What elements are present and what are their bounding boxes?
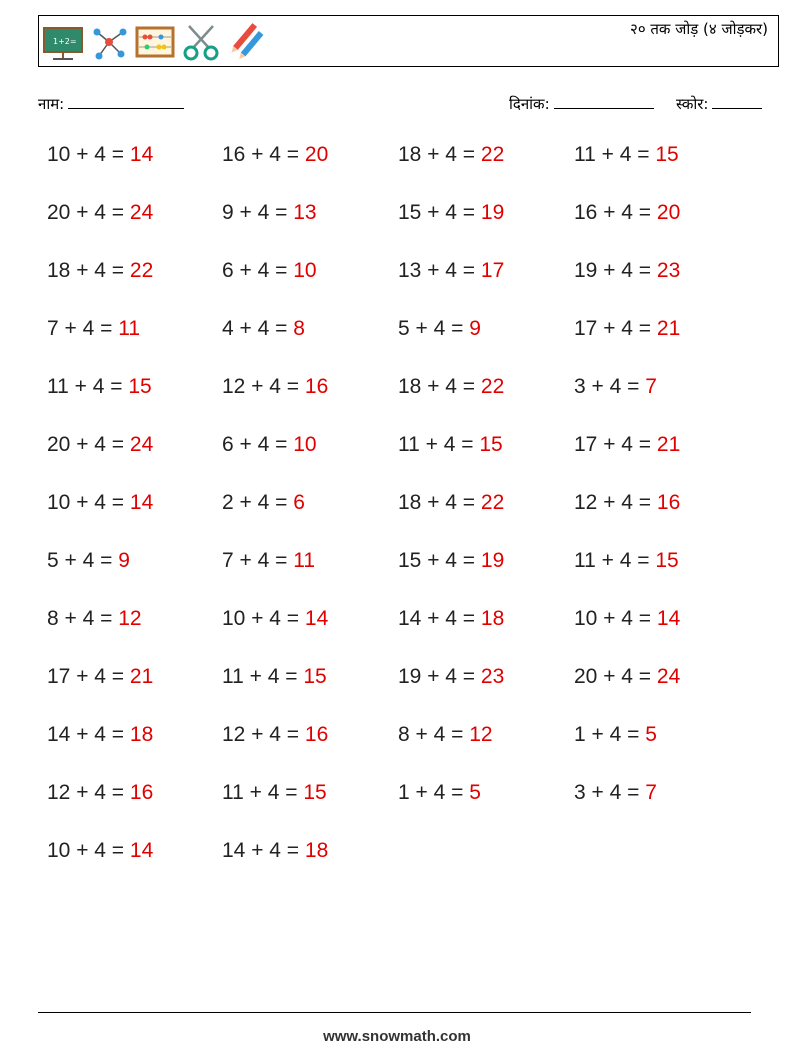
problem-question: 11 + 4 = [398,433,474,456]
problem-row [47,317,767,353]
problem-question: 2 + 4 = [222,491,288,514]
problem-answer: 11 [293,549,316,572]
problem-answer: 14 [129,143,154,166]
problem-answer: 8 [293,317,305,340]
problem-question: 10 + 4 = [574,607,652,630]
problem-cell [574,491,680,515]
problem-cell [222,549,315,573]
problem-answer: 16 [304,375,329,398]
problem-answer: 22 [129,259,154,282]
problem-cell [222,723,328,747]
problem-answer: 19 [480,549,505,572]
problem-question: 8 + 4 = [398,723,464,746]
problem-question: 19 + 4 = [574,259,652,282]
problem-cell [398,491,504,515]
problem-cell [574,259,680,283]
name-blank[interactable] [68,94,184,109]
scissors-icon [179,20,223,64]
problem-answer: 22 [480,143,505,166]
problem-question: 6 + 4 = [222,259,288,282]
problem-question: 20 + 4 = [574,665,652,688]
problem-cell [47,433,153,457]
problem-question: 12 + 4 = [47,781,125,804]
problem-question: 14 + 4 = [398,607,476,630]
problem-row [47,839,767,875]
problem-cell [574,201,680,225]
problem-cell [574,433,680,457]
problem-answer: 16 [656,491,681,514]
problem-cell [398,201,504,225]
problem-question: 8 + 4 = [47,607,113,630]
problem-cell [398,433,503,457]
name-label: नाम: [38,95,65,113]
problem-row [47,665,767,701]
name-field [38,94,184,114]
problem-cell [47,375,152,399]
problem-answer: 18 [304,839,329,862]
problem-row [47,433,767,469]
problem-answer: 21 [129,665,154,688]
problem-answer: 15 [479,433,503,456]
problem-answer: 15 [303,665,327,688]
problem-answer: 16 [129,781,154,804]
problem-cell [222,317,305,341]
problem-question: 16 + 4 = [574,201,652,224]
problem-cell [574,607,680,631]
problem-cell [47,781,153,805]
problem-question: 14 + 4 = [222,839,300,862]
problem-question: 10 + 4 = [47,839,125,862]
problem-answer: 20 [656,201,681,224]
problem-question: 18 + 4 = [47,259,125,282]
problem-answer: 15 [655,549,679,572]
problem-cell [222,781,327,805]
problem-answer: 12 [118,607,142,630]
problem-cell [398,723,493,747]
problem-answer: 17 [480,259,505,282]
problem-question: 5 + 4 = [47,549,113,572]
problem-question: 13 + 4 = [398,259,476,282]
problem-answer: 24 [129,433,154,456]
problem-question: 20 + 4 = [47,433,125,456]
problem-row [47,549,767,585]
problem-question: 9 + 4 = [222,201,288,224]
problem-answer: 10 [293,433,317,456]
problem-cell [398,549,504,573]
problem-answer: 22 [480,491,505,514]
problem-question: 10 + 4 = [47,143,125,166]
page-title: २० तक जोड़ (४ जोड़कर) [630,20,768,38]
svg-text:1+2=: 1+2= [53,37,77,46]
abacus-icon [133,20,177,64]
problem-cell [574,317,680,341]
problem-question: 3 + 4 = [574,375,640,398]
problem-cell [398,375,504,399]
problem-answer: 12 [469,723,493,746]
problem-cell [222,433,317,457]
problem-answer: 23 [656,259,681,282]
problem-cell [47,723,153,747]
problem-question: 12 + 4 = [222,375,300,398]
problem-answer: 7 [645,375,657,398]
problem-answer: 18 [129,723,154,746]
header-icons [41,20,269,64]
problem-cell [47,201,153,225]
problem-answer: 9 [118,549,130,572]
problem-answer: 14 [129,839,154,862]
problem-question: 11 + 4 = [574,143,650,166]
problem-cell [47,665,153,689]
problem-cell [222,491,305,515]
problem-answer: 16 [304,723,329,746]
problem-answer: 15 [128,375,152,398]
problem-question: 18 + 4 = [398,491,476,514]
problem-answer: 21 [656,433,681,456]
problem-question: 14 + 4 = [47,723,125,746]
problem-answer: 18 [480,607,505,630]
problem-question: 17 + 4 = [574,317,652,340]
header-box [38,15,779,67]
problem-question: 11 + 4 = [222,781,298,804]
problem-cell [222,607,328,631]
score-label: स्कोर: [676,95,709,113]
score-field [676,94,762,114]
problem-question: 4 + 4 = [222,317,288,340]
problem-answer: 14 [129,491,154,514]
problem-row [47,201,767,237]
problem-question: 7 + 4 = [222,549,288,572]
score-blank[interactable] [712,94,762,109]
problem-answer: 5 [645,723,657,746]
problem-answer: 10 [293,259,317,282]
problem-cell [574,549,679,573]
problem-question: 17 + 4 = [574,433,652,456]
problem-cell [574,665,680,689]
problem-answer: 15 [303,781,327,804]
problem-answer: 24 [656,665,681,688]
problem-question: 6 + 4 = [222,433,288,456]
problem-cell [222,143,328,167]
problem-answer: 5 [469,781,481,804]
problem-question: 11 + 4 = [574,549,650,572]
problem-question: 12 + 4 = [574,491,652,514]
problem-answer: 19 [480,201,505,224]
problem-answer: 15 [655,143,679,166]
problem-question: 10 + 4 = [222,607,300,630]
problem-cell [398,665,504,689]
problem-cell [47,491,153,515]
problem-question: 20 + 4 = [47,201,125,224]
problem-row [47,781,767,817]
problem-answer: 20 [304,143,329,166]
problem-row [47,607,767,643]
problem-row [47,375,767,411]
problem-cell [398,259,504,283]
problem-question: 7 + 4 = [47,317,113,340]
problem-cell [398,781,481,805]
molecule-icon [87,20,131,64]
problem-question: 12 + 4 = [222,723,300,746]
problem-answer: 11 [118,317,141,340]
problem-question: 17 + 4 = [47,665,125,688]
date-blank[interactable] [554,94,654,109]
problem-cell [47,317,140,341]
problem-row [47,491,767,527]
problem-cell [574,143,679,167]
problem-answer: 7 [645,781,657,804]
footer-url: www.snowmath.com [323,1028,471,1045]
problem-row [47,143,767,179]
problem-answer: 22 [480,375,505,398]
problem-cell [222,375,328,399]
problem-question: 1 + 4 = [398,781,464,804]
date-label: दिनांक: [509,95,550,113]
problem-cell [47,143,153,167]
problem-question: 18 + 4 = [398,143,476,166]
problem-question: 18 + 4 = [398,375,476,398]
problem-answer: 14 [656,607,681,630]
problem-cell [398,317,481,341]
problem-question: 15 + 4 = [398,201,476,224]
problem-cell [574,723,657,747]
problem-row [47,723,767,759]
problem-cell [47,839,153,863]
problem-answer: 13 [293,201,317,224]
problem-question: 3 + 4 = [574,781,640,804]
problem-question: 16 + 4 = [222,143,300,166]
problem-answer: 14 [304,607,329,630]
footer-divider [38,1012,751,1013]
problem-answer: 23 [480,665,505,688]
problem-question: 11 + 4 = [47,375,123,398]
pencils-icon [225,20,269,64]
problem-cell [47,259,153,283]
problem-answer: 6 [293,491,305,514]
problem-cell [47,549,130,573]
problem-answer: 9 [469,317,481,340]
problem-cell [398,607,504,631]
problem-answer: 21 [656,317,681,340]
chalkboard-icon [41,20,85,64]
problem-cell [574,375,657,399]
problem-cell [222,201,317,225]
problem-question: 1 + 4 = [574,723,640,746]
date-field [509,94,654,114]
problem-question: 11 + 4 = [222,665,298,688]
problem-cell [222,665,327,689]
problem-cell [222,839,328,863]
problem-answer: 24 [129,201,154,224]
problem-cell [47,607,142,631]
problem-cell [398,143,504,167]
problem-cell [574,781,657,805]
problem-cell [222,259,317,283]
problem-question: 10 + 4 = [47,491,125,514]
problem-question: 19 + 4 = [398,665,476,688]
problem-row [47,259,767,295]
problem-question: 5 + 4 = [398,317,464,340]
problem-question: 15 + 4 = [398,549,476,572]
